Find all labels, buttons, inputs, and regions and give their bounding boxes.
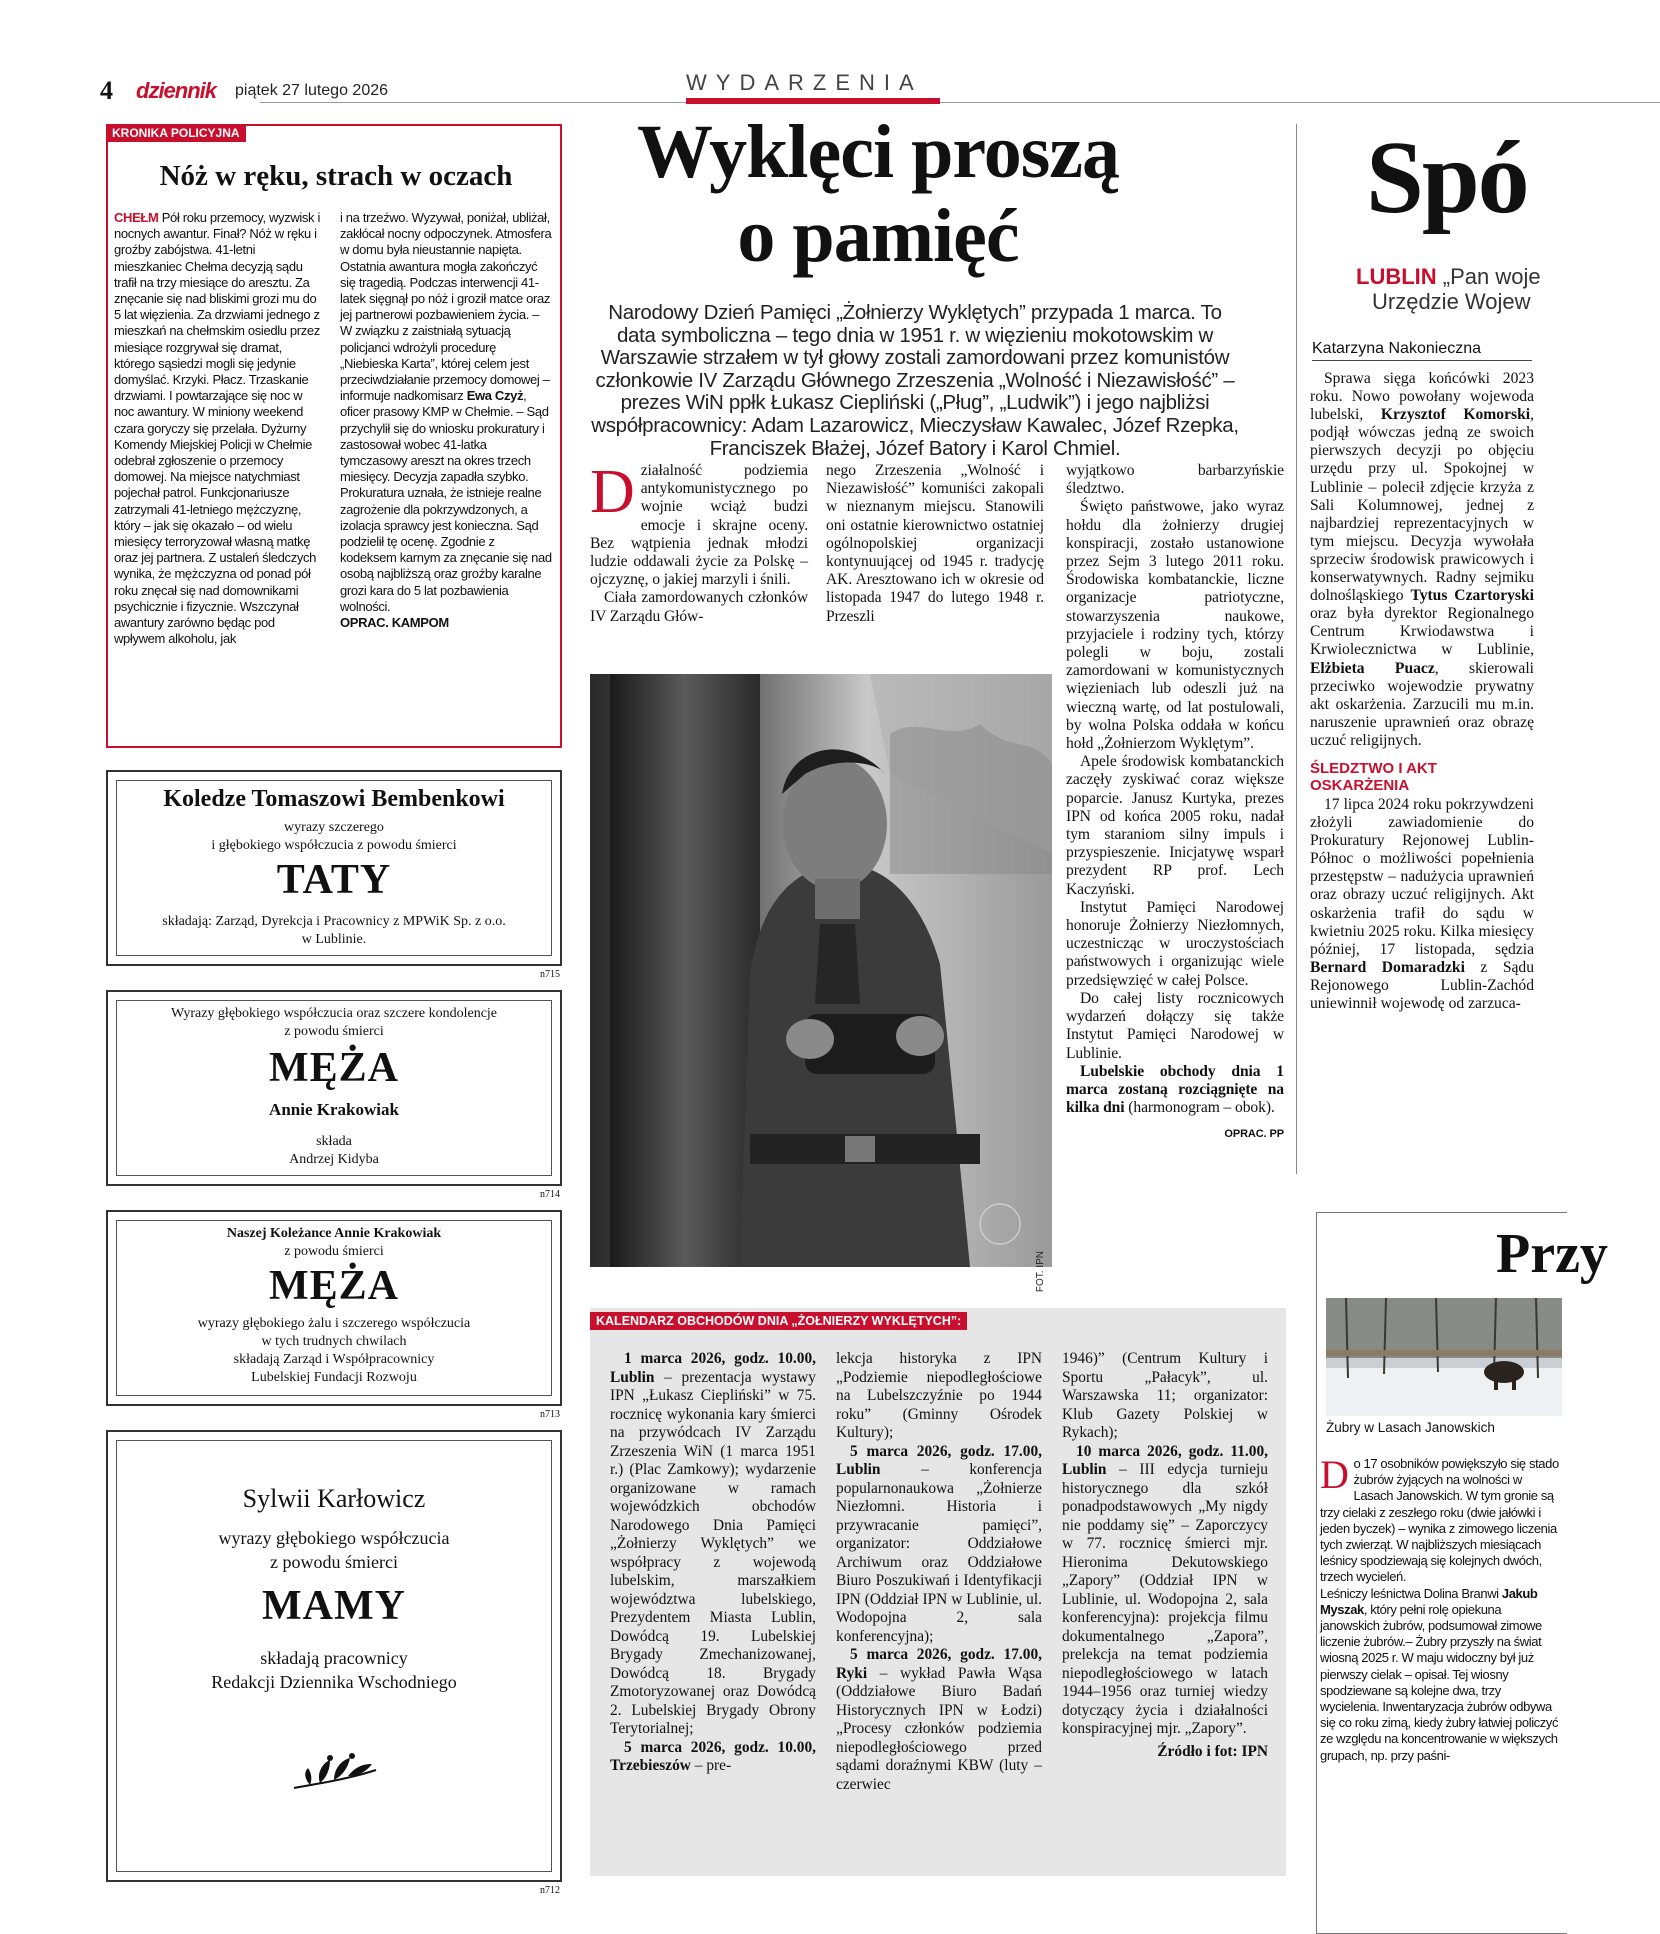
article-col3a: wyjątkowo barbarzyńskie śledztwo. [1066,462,1284,498]
right-subhead: ŚLEDZTWO I AKT OSKARŻENIA [1310,759,1437,794]
article-lead: Narodowy Dzień Pamięci „Żołnierzy Wyklętych” przypada 1 marca. To data symboliczna – tego dnia w 1951 r. w więzieniu mokotowskim w Warszawie strzałem w tył głowy zostali zamordowani przez komunistów członkowie IV Zarządu Głównego Zrzeszenia „Wolność i Niezawisłość” – prezes WiN ppłk Łukasz Ciepliński („Pług”, „Ludwik”) i jego najbliżsi współpracownicy: Adam Lazarowicz, Mieczysław Kawalec, Józef Rzepka, Franciszek Błażej, Józef Batory i Karol Chmiel. [591,301,1239,460]
obituary-1-line1: wyrazy szczerego [284,820,384,835]
calendar-box [590,1308,1286,1876]
obituary-4-num: n712 [540,1885,560,1896]
right-headline: Spó [1366,120,1528,235]
obituary-3 [106,1210,562,1420]
obituary-2-from1: składa [316,1134,352,1149]
calendar-source: Źródło i fot: IPN [1157,1742,1268,1760]
obituary-2-big: MĘŻA [269,1045,399,1091]
right-author: Katarzyna Nakonieczna [1312,340,1532,361]
article-headline-line1: Wyklęci proszą [636,110,1120,194]
obituary-3-from3: składają Zarząd i Współpracownicy [233,1352,435,1367]
obituary-2-from2: Andrzej Kidyba [289,1152,379,1167]
obituary-4-name: Sylwii Karłowicz [242,1484,426,1513]
right-p1g: , skierowali przeciwko wojewodzie prywatny akt oskarżenia. Zarzucili mu m.in. naruszenie uprawnień oraz obrazę uczuć religijnych. [1310,659,1534,749]
calendar-item4-bold: 5 marca 2026, godz. 17.00, Lublin [836,1442,1042,1478]
calendar-item5-text: – wykład Pawła Wąsa (Oddziałowe Biuro Badań Historycznych IPN w Łodzi) „Procesy członków podziemia niepodległościowego przed sądami doraźnymi KBW (luty – czerwiec [836,1664,1042,1793]
police-chronicle-text2b: , oficer prasowy KMP w Chełmie. – Sąd przychylił się do wniosku prokuratury i zastosował wobec 41-latka tymczasowy areszt na okres trzech miesięcy. Decyzja zapadła szybko. Prokuratura uznała, że istnieje realne zagrożenie dla pokrzywdzonych, a izolacja sprawcy jest konieczna. Sąd podzielił tę ocenę. Zgodnie z kodeksem karnym za znęcanie się nad osobą najbliższą oraz groźby karalne grozi kara do 5 lat pozbawienia wolności. [340,388,552,614]
right-name1: Krzysztof Komorski [1380,406,1531,424]
bison-photo-caption: Żubry w Lasach Janowskich [1326,1420,1495,1435]
obituary-4 [106,1430,562,1896]
right-sub2: Urzędzie Wojew [1372,289,1531,314]
calendar-col1 [610,1350,816,1776]
calendar-item4-text: – konferencja popularnonaukowa „Żołnierze Niezłomni. Historia i przywracanie pamięci”, organizator: Oddziałowe Archiwum oraz Oddziałowe Biuro Poszukiwań i Identyfikacji IPN (Oddział IPN w Lublinie, ul. Wodopojna 2, sala konferencyjna); [836,1461,1042,1645]
bison-headline: Przy [1496,1223,1608,1285]
obituary-3-from2: w tych trudnych chwilach [261,1334,407,1349]
right-p2a: 17 lipca 2024 roku pokrzywdzeni złożyli zawiadomienie do Prokuratury Rejonowej Lublin-Północ o możliwości popełnienia przestępstw – nadużycia uprawnień oraz obrazy uczuć religijnych. Akt oskarżenia trafił do sądu w kwietniu 2025 roku. Kilka miesięcy później, 17 listopada, sędzia [1310,795,1534,958]
obituary-1-big: TATY [276,857,392,903]
soldier-photo [590,674,1052,1293]
police-chronicle-text1: Pół roku przemocy, wyzwisk i nocnych awantur. Finał? Nóż w ręku i groźby zabójstwa. 41-letni mieszkaniec Chełma decyzją sądu trafił na trzy miesiące do aresztu. Za znęcanie się nad bliskimi grozi mu do 5 lat więzienia. Za drzwiami jednego z mieszkań na chełmskim osiedlu przez miesiące rozgrywał się dramat, którego sąsiedzi mogli się jedynie domyślać. Krzyki. Płacz. Trzaskanie drzwiami. I powtarzające się noc w noc awantury. W miniony weekend czara goryczy się przelała. Dyżurny Komendy Miejskiej Policji w Chełmie odebrał zgłoszenie o przemocy domowej. Na miejsce natychmiast pojechał patrol. Funkcjonariusze zatrzymali 41-letniego mężczyznę, który – jak się okazało – od wielu miesięcy terroryzował własną matkę oraz jej partnera. Z ustaleń śledczych wynika, że mężczyzna od ponad pół roku znęcał się nad domownikami psychicznie i fizycznie. Wszczynał awantury zarówno będąc pod wpływem alkoholu, jak [114,210,321,647]
obituary-4-big: MAMY [262,1583,406,1629]
right-sub1: „Pan woje [1436,264,1541,289]
article-dropcap: D [590,458,635,526]
article-col3f: Lubelskie obchody dnia 1 marca zostaną rozciągnięte na kilka dni [1066,1062,1284,1117]
page-header [100,70,1560,105]
right-name2: Tytus Czartoryski [1410,587,1534,605]
officer-name: Ewa Czyż [466,388,524,404]
police-chronicle-box [106,124,562,748]
right-p1a: Sprawa sięga końcówki 2023 roku. Nowo powołany wojewoda lubelski, [1310,370,1534,424]
police-chronicle-title: Nóż w ręku, strach w oczach [159,160,513,192]
article-col1 [590,458,808,626]
newspaper-logo[interactable]: dziennik [136,78,217,103]
police-chronicle-text2a: i na trzeźwo. Wyzywał, poniżał, ubliżał, zakłócał nocny odpoczynek. Atmosfera w domu była nieustannie napięta. Ostatnia awantura mogła zakończyć się tragedią. Podczas interwencji 41-latek sięgnął po nóż i groził matce oraz jej partnerowi pozbawieniem życia. – W związku z zaistniałą sytuacją policjanci wdrożyli procedurę „Niebieska Karta”, której celem jest przeciwdziałanie przemocy domowej – informuje nadkomisarz [340,210,552,404]
calendar-item1-text: – prezentacja wystawy IPN „Łukasz Ciepliński” w 75. rocznicę wykonania kary śmierci na przywódcach IV Zarządu Zrzeszenia WiN (1 marca 1951 r.) (Plac Zamkowy); wydarzenie organizowane w ramach wojewódzkich obchodów Narodowego Dnia Pamięci „Żołnierzy Wyklętych” we współpracy z wojewodą lubelskim, marszałkiem województwa lubelskiego, Prezydentem Miasta Lublin, Dowódcą 19. Lubelskiej Brygady Zmechanizowanej, Dowódcą 18. Brygady Zmotoryzowanej oraz Dowódcą 2. Lubelskiej Brygady Obrony Terytorialnej; [610,1368,816,1737]
obituary-2-line1: Wyrazy głębokiego współczucia oraz szczere kondolencje [170,1006,498,1021]
forester-name: Jakub Myszak [1320,1585,1538,1617]
bison-photo [1326,1298,1562,1416]
calendar-item7-bold: 10 marca 2026, godz. 11.00, Lublin [1062,1442,1268,1478]
right-subheadline [1356,264,1541,314]
calendar-item5-bold: 5 marca 2026, godz. 17.00, Ryki [836,1646,1042,1682]
article-col3d: Instytut Pamięci Narodowej honoruje Żołnierzy Niezłomnych, uczestnicząc w uroczystościach państwowych i organizując wiele przedsięwzięć w całej Polsce. [1066,898,1284,989]
right-p2c: z Sądu Rejonowego Lublin-Zachód uniewinnił wojewodę od zarzuca- [1310,958,1535,1012]
calendar-tag: KALENDARZ OBCHODÓW DNIA „ŻOŁNIERZY WYKLĘTYCH”: [590,1312,967,1330]
article-col3 [1066,462,1284,1144]
calendar-item7-text: – III edycja turnieju historycznego dla szkół ponadpodstawowych „My nigdy nie poddamy się” – Zaporczycy w 77. rocznicę śmierci mjr. Hieronima Dekutowskiego „Zapory” (Oddział IPN w Lublinie, ul. Wodopojna 2, sala konferencyjna): projekcja filmu dokumentalnego „Zapora”, prelekcja na temat podziemia niepodległościowego w latach 1944–1956 oraz turniej wiedzy dotyczący życia i działalności konspiracyjnej mjr. „Zapory”. [1062,1461,1268,1737]
header-rule [260,102,1660,103]
police-chronicle-tag: KRONIKA POLICYJNA [106,124,246,142]
bison-body [1320,1452,1562,1764]
calendar-item6-text: 1946)” (Centrum Kultury i Sportu „Pałacyk”, ul. Warszawska 11; organizator: Klub Gazety Polskiej w Rykach); [1062,1350,1268,1441]
flower-ornament-icon [290,1750,380,1794]
obituary-1 [106,770,562,980]
calendar-col3 [1062,1350,1268,1761]
obituary-4-from1: składają pracownicy [260,1648,408,1668]
obituary-4-from2: Redakcji Dziennika Wschodniego [211,1672,457,1692]
obituary-2 [106,990,562,1200]
bison-text2a: Leśniczy leśnictwa Dolina Branwi [1320,1585,1502,1601]
article-headline [588,110,1168,278]
calendar-col2 [836,1350,1042,1794]
article-col3c: Apele środowisk kombatanckich zaczęły zyskiwać coraz większe poparcie. Janusz Kurtyka, prezes IPN od końca 2005 roku, nadał tym staraniom silny impuls i przyspieszenie. Inicjatywę wsparł prezydent RP prof. Lech Kaczyński. [1066,753,1284,898]
article-col3g: (harmonogram – obok). [1124,1099,1275,1117]
article-col3b: Święto państwowe, jako wyraz hołdu dla żołnierzy drugiej konspiracji, zostało ustanowione przez Sejm 3 lutego 2011 roku. Środowiska kombatanckie, liczne organizacje patriotyczne, stowarzyszenia naukowe, przyjaciele i rodziny tych, którzy polegli w boju, zostali zamordowani w komunistycznych więzieniach lub odeszli już na wieczną wartę, od lat postulowali, by wolna Polska oddała w końcu hołd „Żołnierzom Wyklętym”. [1066,498,1284,753]
right-p1c: , podjął wówczas jedną ze swoich pierwszych decyzji po objęciu urzędu przy ul. Spokojnej w Lublinie – polecił zdjęcie krzyża z Sali Kolumnowej, jednej z najbardziej reprezentacyjnych w tym miejscu. Decyzja wywołała sprzeciw środowisk prawicowych i konserwatywnych. Radny sejmiku dolnośląskiego [1310,406,1534,605]
obituary-2-name: Annie Krakowiak [269,1100,399,1119]
police-chronicle-col2 [340,210,554,631]
obituary-3-from4: Lubelskiej Fundacji Rozwoju [251,1370,417,1385]
right-name3: Elżbieta Puacz [1310,659,1435,677]
obituary-1-name: Koledze Tomaszowi Bembenkowi [163,786,505,812]
bison-text1: o 17 osobników powiększyło się stado żubrów żyjących na wolności w Lasach Janowskich. W tym gronie są trzy cielaki z zeszłego roku (dwie jałówki i jeden byczek) – wynika z zimowego liczenia tych zwierząt. W najbliższych miesiącach leśnicy spodziewają się kolejnych dwóch, trzech wycieleń. [1320,1456,1559,1585]
obituary-3-from1: wyrazy głębokiego żalu i szczerego współczucia [197,1316,471,1331]
section-title: WYDARZENIA [686,70,923,95]
article-headline-line2: o pamięć [737,194,1019,278]
article-col2: nego Zrzeszenia „Wolność i Niezawisłość” komuniści zakopali w nieznanym miejscu. Stanowili oni ostatnie kierownictwo ostatniej ogólnopolskiej organizacji kontynuującej od 1945 r. tradycję AK. Aresztowano ich w okresie od listopada 1947 do lutego 1948 r. Przeszli [826,462,1044,625]
bison-text2c: , który pełni rolę opiekuna janowskich żubrów, podsumował zimowe liczenie żubrów.– Żubry przyszły na świat wiosną 2025 r. W maju widoczny był już pierwszy cielak – opisał. Tej wiosny spodziewane są kolejne dwa, trzy wycielenia. Inwentaryzacja żubrów odbywa się co roku zimą, kiedy żubry łatwiej policzyć ze względu na koncentrowanie w większych grupach, np. przy paśni- [1320,1601,1559,1763]
article-col1-text: ziałalność podziemia antykomunistycznego po wojnie wciąż budzi emocje i skrajne oceny. Bez wątpienia jednak młodzi ludzie oddawali życie za Polskę – ojczyznę, o jakiej marzyli i śnili. [590,462,808,589]
obituary-3-line1: z powodu śmierci [284,1244,384,1259]
obituary-2-num: n714 [540,1189,560,1200]
calendar-item1-bold: 1 marca 2026, godz. 10.00, Lublin [610,1350,816,1386]
obituary-1-from1: składają: Zarząd, Dyrekcja i Pracownicy z MPWiK Sp. z o.o. [162,914,506,929]
article-col1b-text: Ciała zamordowanych członków IV Zarządu Głów- [590,589,808,625]
calendar-item2-text: – pre- [690,1757,732,1774]
obituary-1-from2: w Lublinie. [301,932,367,947]
article-author: OPRAC. PP [1224,1128,1284,1141]
obituary-2-line2: z powodu śmierci [284,1024,384,1039]
calendar-item2-bold: 5 marca 2026, godz. 10.00, Trzebieszów [610,1738,816,1774]
police-chronicle-author: OPRAC. KAMPOM [340,615,449,631]
city-label: CHEŁM [114,210,159,225]
obituary-1-num: n715 [540,969,560,980]
right-name4: Bernard Domaradzki [1310,958,1465,976]
section-bar [686,98,940,104]
obituary-3-num: n713 [540,1409,560,1420]
right-body [1310,370,1534,1013]
column-divider [1296,124,1297,1174]
page-number: 4 [100,76,113,105]
article-col3e: Do całej listy rocznicowych wydarzeń dołączy się także Instytut Pamięci Narodowej w Lublinie. [1066,989,1284,1062]
bison-dropcap: D [1320,1452,1349,1497]
obituary-3-name: Naszej Koleżance Annie Krakowiak [226,1226,442,1241]
obituary-4-line1: wyrazy głębokiego współczucia [218,1528,450,1548]
photo-credit: FOT. IPN [1035,1251,1046,1293]
obituary-4-line2: z powodu śmierci [270,1552,398,1572]
obituary-3-big: MĘŻA [269,1263,399,1309]
right-city: LUBLIN [1356,264,1437,289]
obituary-1-line2: i głębokiego współczucia z powodu śmierci [211,838,457,853]
right-p1e: oraz była dyrektor Regionalnego Centrum Krwiodawstwa i Krwiolecznictwa w Lublinie, [1310,605,1534,659]
calendar-item3-text: lekcja historyka z IPN „Podziemie niepodległościowe na Lubelszczyźnie po 1944 roku” (Gminny Ośrodek Kultury); [836,1350,1042,1441]
issue-date: piątek 27 lutego 2026 [235,82,389,99]
police-chronicle-col1 [108,210,324,647]
